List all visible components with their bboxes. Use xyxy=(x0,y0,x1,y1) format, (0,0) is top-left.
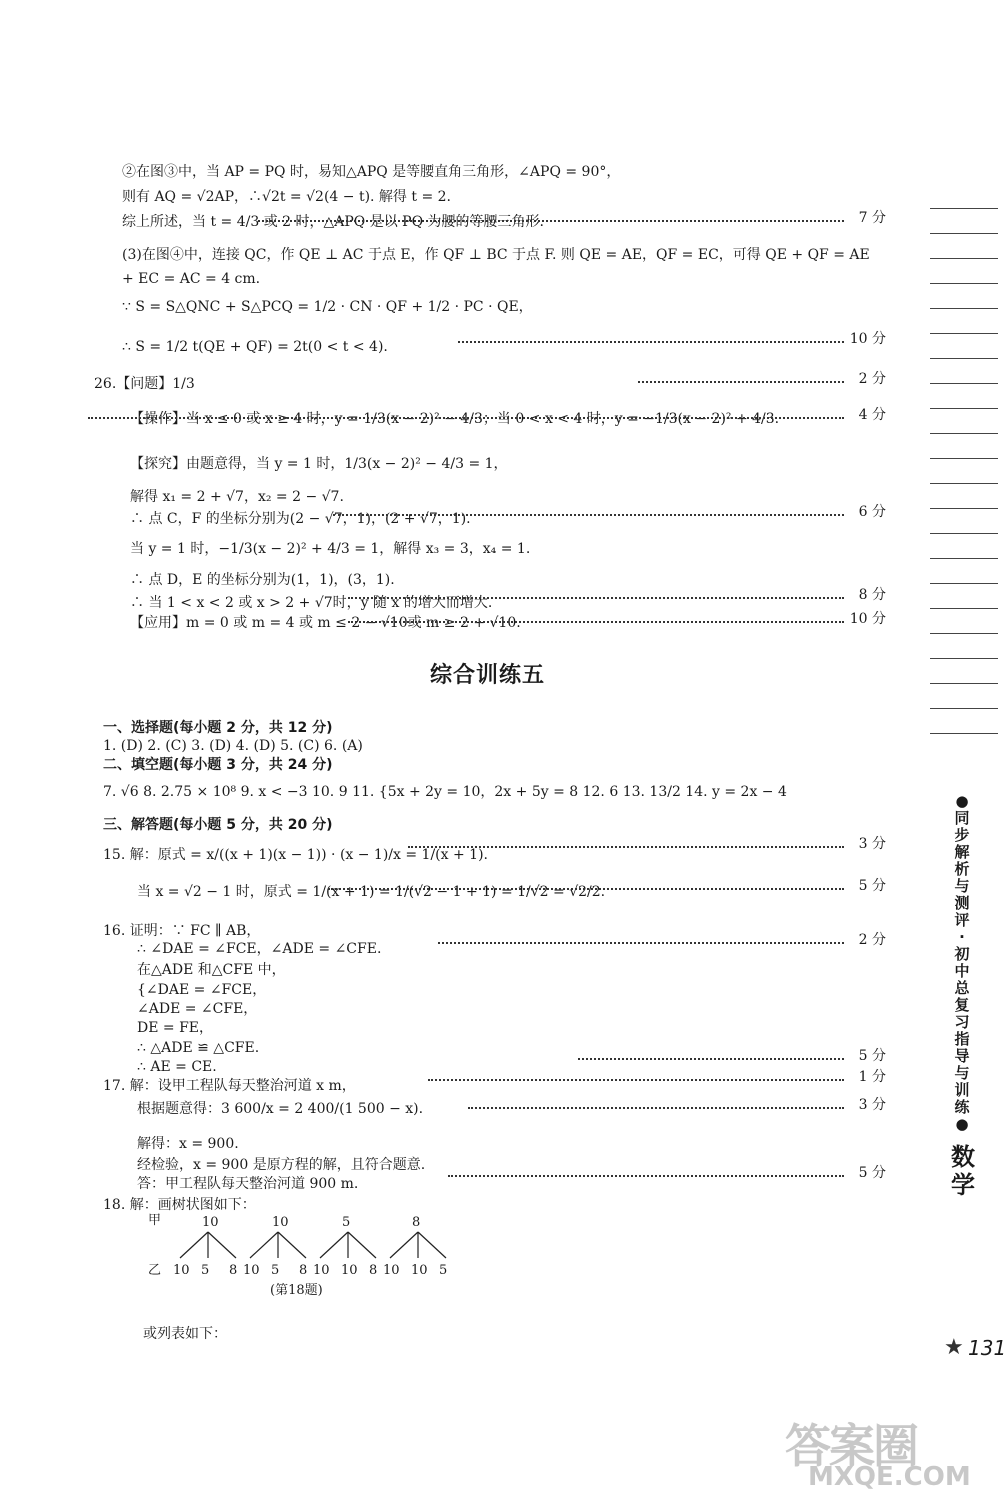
answer-line: 【探究】由题意得，当 y = 1 时，1/3(x − 2)² − 4/3 = 1， xyxy=(130,456,508,472)
score-mark: 1 分 xyxy=(858,1069,886,1085)
watermark-site: MXQE.COM xyxy=(808,1462,971,1492)
sidebar-char: 总 xyxy=(954,979,970,997)
score-mark: 7 分 xyxy=(858,210,886,226)
answer-line: 或列表如下： xyxy=(143,1326,227,1342)
answer-line: ∴ 当 1 < x < 2 或 x > 2 + √7时，y 随 x 的增大而增大. xyxy=(130,595,493,611)
section-title: 综合训练五 xyxy=(430,663,546,688)
sidebar-rule xyxy=(930,558,998,559)
score-mark: 8 分 xyxy=(858,587,886,603)
star-icon: ★ xyxy=(944,1335,964,1360)
sidebar-rule xyxy=(930,533,998,534)
answer-line: 解得 x₁ = 2 + √7，x₂ = 2 − √7. xyxy=(130,489,344,505)
section-heading: 二、填空题(每小题 3 分，共 24 分) xyxy=(103,757,333,773)
sidebar-char: 评 xyxy=(954,911,970,929)
sidebar-char: 初 xyxy=(954,945,970,963)
sidebar-char: 同 xyxy=(954,809,970,827)
sidebar-char: 中 xyxy=(954,962,970,980)
sidebar-char: 训 xyxy=(954,1081,970,1099)
answer-line: {∠DAE = ∠FCE， xyxy=(137,982,267,998)
tree-root-node: 8 xyxy=(412,1215,421,1230)
tree-branch xyxy=(208,1232,236,1258)
tree-branch xyxy=(390,1232,418,1258)
tree-branch xyxy=(320,1232,348,1258)
sidebar-subject xyxy=(948,1143,978,1199)
sidebar-rule xyxy=(930,358,998,359)
answer-line: 15. 解：原式 = x/((x + 1)(x − 1)) · (x − 1)/x = 1/(x + 1). xyxy=(103,847,488,863)
answer-line: 26.【问题】1/3 xyxy=(94,376,195,392)
sidebar-rule xyxy=(930,283,998,284)
tree-root-node: 5 xyxy=(342,1215,351,1230)
answer-line: ∴ 点 C，F 的坐标分别为(2 − √7，1)，(2 + √7，1). xyxy=(130,511,471,527)
sidebar-char: ● xyxy=(955,1115,969,1133)
answer-line: + EC = AC = 4 cm. xyxy=(122,271,261,287)
score-mark: 3 分 xyxy=(858,836,886,852)
tree-jia-label: 甲 xyxy=(148,1213,162,1228)
tree-leaf-node: 10 xyxy=(243,1263,260,1278)
score-mark: 5 分 xyxy=(858,878,886,894)
score-leader-dots xyxy=(578,1058,844,1060)
answer-line: 答：甲工程队每天整治河道 900 m. xyxy=(137,1176,359,1192)
answer-line: ②在图③中，当 AP = PQ 时，易知△APQ 是等腰直角三角形，∠APQ = 90°， xyxy=(122,164,621,180)
tree-leaf-node: 10 xyxy=(383,1263,400,1278)
score-leader-dots xyxy=(348,597,844,599)
sidebar-rule xyxy=(930,683,998,684)
answer-line: ∴ 点 D，E 的坐标分别为(1，1)，(3，1). xyxy=(130,572,395,588)
tree-branch xyxy=(348,1232,376,1258)
sidebar-char: ● xyxy=(955,792,969,810)
sidebar-rule xyxy=(930,383,998,384)
score-mark: 2 分 xyxy=(858,932,886,948)
tree-leaf-node: 8 xyxy=(299,1263,308,1278)
answer-line: ∵ S = S△QNC + S△PCQ = 1/2 · CN · QF + 1/2 · PC · QE， xyxy=(122,299,533,315)
answer-line: 综上所述，当 t = 4/3 或 2 时，△APQ 是以 PQ 为腰的等腰三角形. xyxy=(122,214,544,230)
answer-line: 17. 解：设甲工程队每天整治河道 x m， xyxy=(103,1078,356,1094)
score-mark: 10 分 xyxy=(849,611,886,627)
score-leader-dots xyxy=(438,942,844,944)
subject-char: 学 xyxy=(951,1171,975,1199)
score-leader-dots xyxy=(468,1107,844,1109)
tree-yi-label: 乙 xyxy=(148,1263,162,1278)
score-mark: 6 分 xyxy=(858,504,886,520)
answer-line: ∴ AE = CE. xyxy=(137,1059,217,1075)
sidebar-rule xyxy=(930,658,998,659)
tree-leaf-node: 5 xyxy=(271,1263,280,1278)
sidebar-char: 测 xyxy=(954,894,970,912)
sidebar-rule xyxy=(930,308,998,309)
sidebar-rule xyxy=(930,583,998,584)
sidebar-char: 指 xyxy=(954,1030,970,1048)
tree-root-node: 10 xyxy=(272,1215,289,1230)
subject-char: 数 xyxy=(951,1143,975,1171)
tree-leaf-node: 8 xyxy=(369,1263,378,1278)
tree-leaf-node: 10 xyxy=(313,1263,330,1278)
sidebar-char: · xyxy=(959,928,965,946)
sidebar-char: 步 xyxy=(954,826,970,844)
score-mark: 2 分 xyxy=(858,371,886,387)
tree-root-node: 10 xyxy=(202,1215,219,1230)
score-mark: 10 分 xyxy=(849,331,886,347)
tree-branch xyxy=(180,1232,208,1258)
answer-line: 在△ADE 和△CFE 中， xyxy=(137,962,286,978)
sidebar-char: 习 xyxy=(954,1013,970,1031)
score-leader-dots xyxy=(348,621,844,623)
tree-diagram xyxy=(140,1210,460,1300)
answer-line: ∠ADE = ∠CFE， xyxy=(137,1001,258,1017)
score-leader-dots xyxy=(333,514,844,516)
page-number: 131 xyxy=(968,1336,1006,1360)
sidebar-char: 析 xyxy=(954,860,970,878)
sidebar-rule xyxy=(930,208,998,209)
answer-line: ∴ S = 1/2 t(QE + QF) = 2t(0 < t < 4). xyxy=(122,339,388,355)
answer-line: (3)在图④中，连接 QC，作 QE ⊥ AC 于点 E，作 QF ⊥ BC 于点 F. 则 QE = AE，QF = EC，可得 QE + QF = AE xyxy=(122,247,870,263)
sidebar-char: 导 xyxy=(954,1047,970,1065)
tree-leaf-node: 5 xyxy=(439,1263,448,1278)
score-leader-dots xyxy=(638,381,844,383)
sidebar-rule xyxy=(930,458,998,459)
score-mark: 4 分 xyxy=(858,407,886,423)
sidebar-rule xyxy=(930,708,998,709)
sidebar-rule xyxy=(930,333,998,334)
answer-line: 当 x = √2 − 1 时，原式 = 1/(x + 1) = 1/(√2 − 1 + 1) = 1/√2 = √2/2. xyxy=(137,884,606,900)
tree-leaf-node: 5 xyxy=(201,1263,210,1278)
sidebar-rule xyxy=(930,258,998,259)
tree-branch xyxy=(418,1232,446,1258)
answer-line: 【应用】m = 0 或 m = 4 或 m ≤ 2 − √10或 m ≥ 2 + √10. xyxy=(130,615,521,631)
tree-leaf-node: 10 xyxy=(411,1263,428,1278)
tree-branch xyxy=(250,1232,278,1258)
sidebar-char: 解 xyxy=(954,843,970,861)
answer-line: 7. √6 8. 2.75 × 10⁸ 9. x < −3 10. 9 11. {5x + 2y = 10，2x + 5y = 8 12. 6 13. 13/2 14. y = 2x − 4 xyxy=(103,784,787,800)
answer-line: 【操作】当 x ≤ 0 或 x ≥ 4 时，y = 1/3(x − 2)² − 4/3；当 0 < x < 4 时，y = −1/3(x − 2)² + 4/3. xyxy=(130,411,780,427)
score-leader-dots xyxy=(458,341,844,343)
sidebar-rule xyxy=(930,733,998,734)
tree-branch xyxy=(278,1232,306,1258)
sidebar-rule xyxy=(930,483,998,484)
score-leader-dots xyxy=(408,846,844,848)
tree-caption: (第18题) xyxy=(270,1283,323,1298)
score-mark: 5 分 xyxy=(858,1165,886,1181)
sidebar-rule xyxy=(930,433,998,434)
score-mark: 3 分 xyxy=(858,1097,886,1113)
answer-line: ∴ ∠DAE = ∠FCE，∠ADE = ∠CFE. xyxy=(137,941,382,957)
answer-line: 根据题意得：3 600/x = 2 400/(1 500 − x). xyxy=(137,1101,424,1117)
answer-line: ∴ △ADE ≌ △CFE. xyxy=(137,1040,260,1056)
sidebar-rule xyxy=(930,608,998,609)
answer-line: 18. 解：画树状图如下： xyxy=(103,1197,256,1213)
answer-line: 16. 证明：∵ FC ∥ AB， xyxy=(103,923,261,939)
score-leader-dots xyxy=(328,888,844,890)
sidebar-char: 练 xyxy=(954,1098,970,1116)
score-leader-dots xyxy=(428,1079,844,1081)
answer-line: 当 y = 1 时，−1/3(x − 2)² + 4/3 = 1，解得 x₃ = 3，x₄ = 1. xyxy=(130,541,531,557)
sidebar-rule xyxy=(930,233,998,234)
section-heading: 一、选择题(每小题 2 分，共 12 分) xyxy=(103,720,333,736)
answer-line: 1. (D) 2. (C) 3. (D) 4. (D) 5. (C) 6. (A) xyxy=(103,738,363,754)
tree-leaf-node: 8 xyxy=(229,1263,238,1278)
answer-line: 经检验，x = 900 是原方程的解，且符合题意. xyxy=(137,1157,426,1173)
score-leader-dots xyxy=(258,220,844,222)
sidebar-series-title xyxy=(950,793,974,1133)
sidebar-char: 复 xyxy=(954,996,970,1014)
sidebar-char: 与 xyxy=(954,877,970,895)
score-leader-dots xyxy=(448,1175,844,1177)
sidebar-char: 与 xyxy=(954,1064,970,1082)
score-leader-dots xyxy=(88,417,844,419)
score-mark: 5 分 xyxy=(858,1048,886,1064)
sidebar-rule xyxy=(930,408,998,409)
answer-line: DE = FE， xyxy=(137,1020,214,1036)
tree-leaf-node: 10 xyxy=(341,1263,358,1278)
sidebar-rule xyxy=(930,633,998,634)
answer-line: 解得：x = 900. xyxy=(137,1136,239,1152)
section-heading: 三、解答题(每小题 5 分，共 20 分) xyxy=(103,817,333,833)
tree-leaf-node: 10 xyxy=(173,1263,190,1278)
sidebar-rule xyxy=(930,508,998,509)
watermark-logo: 答案圈 xyxy=(785,1419,917,1473)
answer-line: 则有 AQ = √2AP，∴√2t = √2(4 − t). 解得 t = 2. xyxy=(122,189,451,205)
